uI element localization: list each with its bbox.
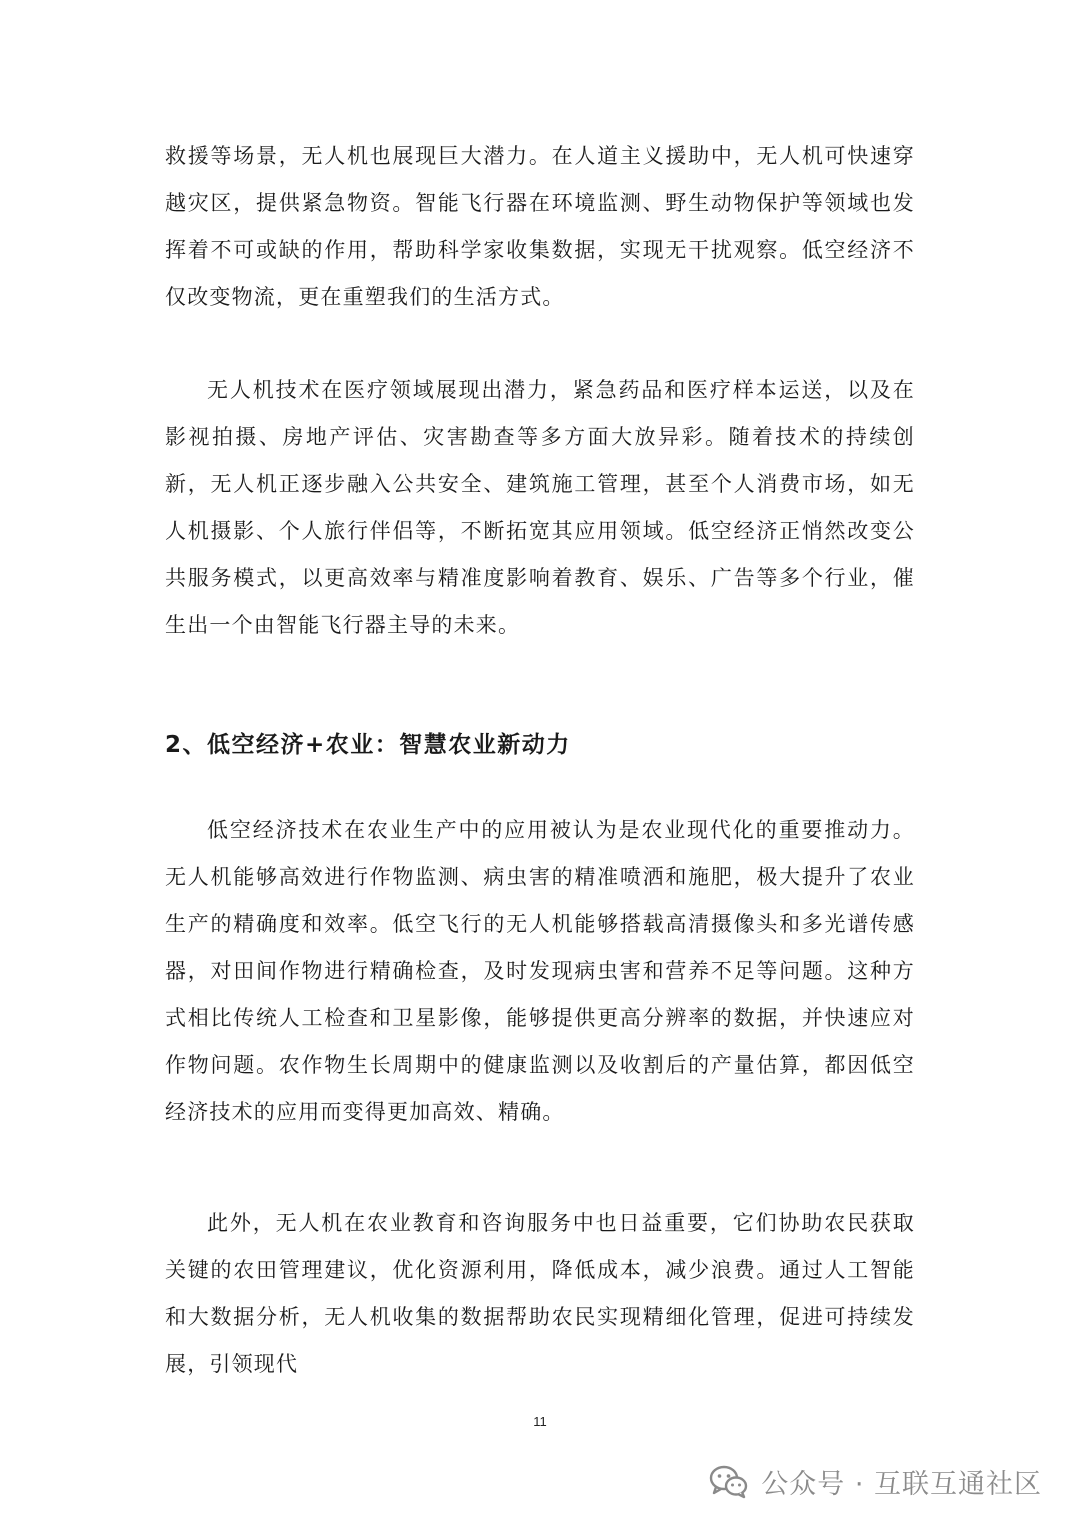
paragraph-rescue-scenarios: 救援等场景，无人机也展现巨大潜力。在人道主义援助中，无人机可快速穿越灾区，提供紧急物资。智能飞行器在环境监测、野生动物保护等领域也发挥着不可或缺的作用，帮助科学家收集数据，实现无干扰观察。低空经济不仅改变物流，更在重塑我们的生活方式。 <box>165 144 915 309</box>
paragraph-agriculture-drones: 低空经济技术在农业生产中的应用被认为是农业现代化的重要推动力。无人机能够高效进行作物监测、病虫害的精准喷洒和施肥，极大提升了农业生产的精确度和效率。低空飞行的无人机能够搭载高清摄像头和多光谱传感器，对田间作物进行精确检查，及时发现病虫害和营养不足等问题。这种方式相比传统人工检查和卫星影像，能够提供更高分辨率的数据，并快速应对作物问题。农作物生长周期中的健康监测以及收割后的产量估算，都因低空经济技术的应用而变得更加高效、精确。 <box>165 818 915 1124</box>
page-number: 11 <box>533 1414 547 1429</box>
paragraph-agriculture-education: 此外，无人机在农业教育和咨询服务中也日益重要，它们协助农民获取关键的农田管理建议，优化资源利用，降低成本，减少浪费。通过人工智能和大数据分析，无人机收集的数据帮助农民实现精细化管理，促进可持续发展，引领现代 <box>165 1211 915 1376</box>
paragraph-medical-drones: 无人机技术在医疗领域展现出潜力，紧急药品和医疗样本运送，以及在影视拍摄、房地产评估、灾害勘查等多方面大放异彩。随着技术的持续创新，无人机正逐步融入公共安全、建筑施工管理，甚至个人消费市场，如无人机摄影、个人旅行伴侣等，不断拓宽其应用领域。低空经济正悄然改变公共服务模式，以更高效率与精准度影响着教育、娱乐、广告等多个行业，催生出一个由智能飞行器主导的未来。 <box>165 378 915 637</box>
watermark-text: 公众号 · 互联互通社区 <box>761 1469 1042 1500</box>
watermark <box>709 1462 1042 1501</box>
wechat-icon <box>709 1465 749 1499</box>
section-heading: 2、低空经济+农业：智慧农业新动力 <box>165 732 571 758</box>
